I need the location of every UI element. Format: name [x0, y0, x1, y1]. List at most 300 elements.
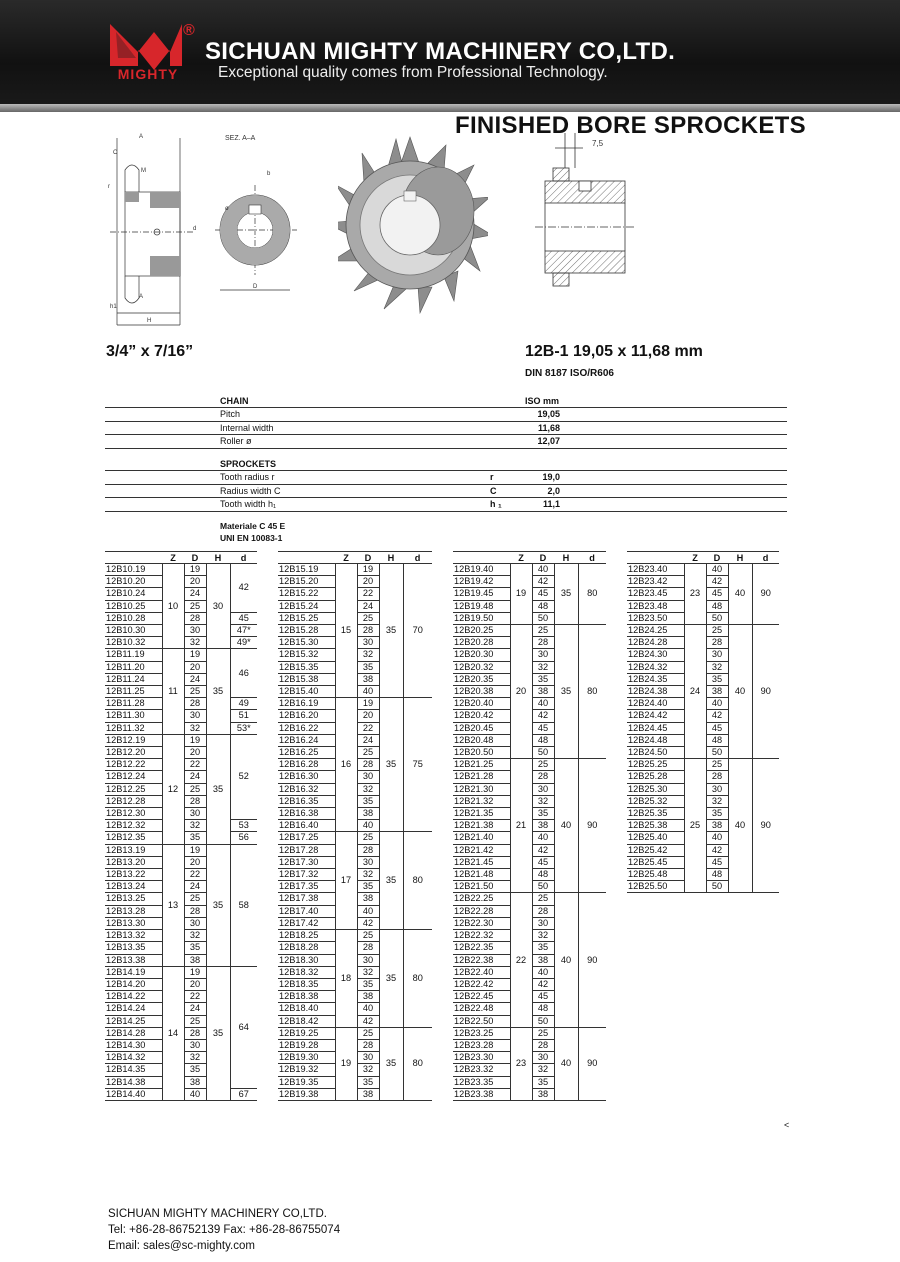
- part-code: 12B25.48: [627, 869, 684, 881]
- bore-diameter: 42: [706, 710, 728, 722]
- svg-text:h1: h1: [110, 304, 117, 310]
- bore-diameter: 42: [532, 978, 554, 990]
- part-code: 12B23.32: [453, 1064, 510, 1076]
- column-header: Z: [335, 552, 357, 564]
- teeth-count: 20: [510, 625, 532, 759]
- bore-diameter: 25: [532, 625, 554, 637]
- table-row: [627, 564, 779, 576]
- corner-mark: ˂: [784, 1120, 790, 1130]
- bore-diameter: 42: [357, 917, 379, 929]
- svg-text:C: C: [113, 150, 118, 156]
- column-header: D: [706, 552, 728, 564]
- page-title: FINISHED BORE SPROCKETS: [455, 112, 806, 139]
- part-code: 12B12.32: [105, 820, 162, 832]
- bore-diameter: 25: [184, 600, 206, 612]
- part-code: 12B17.42: [278, 917, 335, 929]
- bore-diameter: 50: [706, 747, 728, 759]
- bore-diameter: 20: [184, 747, 206, 759]
- bore-diameter: 48: [706, 869, 728, 881]
- bore-diameter: 32: [184, 1052, 206, 1064]
- part-code: 12B19.42: [453, 576, 510, 588]
- hub-length: 35: [206, 734, 230, 844]
- hub-diameter: 51: [230, 710, 257, 722]
- part-code: 12B17.35: [278, 881, 335, 893]
- part-code: 12B21.38: [453, 820, 510, 832]
- column-header: Z: [510, 552, 532, 564]
- table-row: [627, 625, 779, 637]
- bore-diameter: 40: [357, 686, 379, 698]
- hub-diameter: 80: [578, 625, 606, 759]
- bore-diameter: 24: [357, 734, 379, 746]
- part-code: 12B24.48: [627, 734, 684, 746]
- bore-diameter: 30: [357, 954, 379, 966]
- table-row: [278, 1027, 432, 1039]
- part-code: 12B25.42: [627, 844, 684, 856]
- registered-mark: ®: [183, 22, 195, 39]
- part-code: 12B24.32: [627, 661, 684, 673]
- part-code: 12B15.28: [278, 625, 335, 637]
- bore-diameter: 45: [532, 991, 554, 1003]
- bore-diameter: 40: [532, 564, 554, 576]
- part-code: 12B20.42: [453, 710, 510, 722]
- bore-diameter: 50: [532, 747, 554, 759]
- bore-diameter: 25: [357, 930, 379, 942]
- svg-text:D: D: [253, 284, 258, 290]
- part-code: 12B18.42: [278, 1015, 335, 1027]
- part-code: 12B17.32: [278, 869, 335, 881]
- bore-diameter: 30: [184, 1039, 206, 1051]
- bore-diameter: 28: [532, 1039, 554, 1051]
- part-code: 12B17.40: [278, 905, 335, 917]
- part-code: 12B24.45: [627, 722, 684, 734]
- table-row: [278, 698, 432, 710]
- part-code: 12B17.38: [278, 893, 335, 905]
- hub-diameter: 80: [403, 832, 432, 930]
- part-code: 12B11.32: [105, 722, 162, 734]
- teeth-count: 19: [335, 1027, 357, 1100]
- part-code: 12B22.42: [453, 978, 510, 990]
- bore-diameter: 24: [184, 588, 206, 600]
- spec-row: Pitch 19,05: [105, 407, 787, 422]
- bore-diameter: 30: [706, 649, 728, 661]
- bore-diameter: 28: [357, 844, 379, 856]
- bore-diameter: 32: [357, 1064, 379, 1076]
- part-code: 12B21.40: [453, 832, 510, 844]
- hub-diameter: 52: [230, 734, 257, 819]
- part-code: 12B20.38: [453, 686, 510, 698]
- part-code: 12B14.35: [105, 1064, 162, 1076]
- bore-diameter: 45: [532, 856, 554, 868]
- part-code: 12B13.20: [105, 856, 162, 868]
- hub-diameter: 90: [578, 1027, 606, 1100]
- part-code: 12B25.45: [627, 856, 684, 868]
- sprockets-heading: SPROCKETS: [220, 459, 277, 469]
- part-code: 12B20.30: [453, 649, 510, 661]
- part-code: 12B15.40: [278, 686, 335, 698]
- bore-diameter: 28: [357, 625, 379, 637]
- bore-diameter: 38: [357, 1088, 379, 1100]
- footer-company: SICHUAN MIGHTY MACHINERY CO,LTD.: [108, 1208, 327, 1220]
- bore-diameter: 35: [357, 1076, 379, 1088]
- bore-diameter: 35: [532, 808, 554, 820]
- hub-diameter: 90: [752, 759, 779, 893]
- hub-diameter: 64: [230, 966, 257, 1088]
- table-row: [105, 844, 257, 856]
- bore-diameter: 42: [357, 1015, 379, 1027]
- part-code: 12B13.32: [105, 930, 162, 942]
- table-row: [278, 564, 432, 576]
- bore-diameter: 30: [184, 625, 206, 637]
- column-header: d: [752, 552, 779, 564]
- hub-length: 40: [728, 564, 752, 625]
- teeth-count: 12: [162, 734, 184, 844]
- bore-diameter: 25: [532, 759, 554, 771]
- bore-diameter: 32: [357, 649, 379, 661]
- part-code: 12B20.48: [453, 734, 510, 746]
- bore-diameter: 50: [532, 612, 554, 624]
- bore-diameter: 35: [357, 881, 379, 893]
- bore-diameter: 32: [532, 930, 554, 942]
- bore-diameter: 22: [357, 588, 379, 600]
- hub-length: 35: [206, 844, 230, 966]
- part-code: 12B18.30: [278, 954, 335, 966]
- bore-diameter: 38: [706, 686, 728, 698]
- bore-diameter: 19: [357, 564, 379, 576]
- hub-diameter: 53: [230, 820, 257, 832]
- part-code: 12B16.20: [278, 710, 335, 722]
- part-code: 12B12.24: [105, 771, 162, 783]
- column-header: D: [357, 552, 379, 564]
- teeth-count: 19: [510, 564, 532, 625]
- part-code: 12B13.24: [105, 881, 162, 893]
- bore-diameter: 24: [184, 1003, 206, 1015]
- part-code: 12B20.25: [453, 625, 510, 637]
- part-code: 12B24.35: [627, 673, 684, 685]
- bore-diameter: 24: [184, 771, 206, 783]
- chain-heading: CHAIN: [220, 396, 249, 406]
- column-header: d: [578, 552, 606, 564]
- bore-diameter: 30: [357, 637, 379, 649]
- bore-diameter: 48: [532, 869, 554, 881]
- teeth-count: 23: [510, 1027, 532, 1100]
- bore-diameter: 32: [532, 661, 554, 673]
- teeth-count: 16: [335, 698, 357, 832]
- bore-diameter: 25: [706, 625, 728, 637]
- part-code: 12B14.40: [105, 1088, 162, 1100]
- column-header: d: [403, 552, 432, 564]
- part-code: 12B12.25: [105, 783, 162, 795]
- logo-text: MIGHTY: [117, 66, 179, 82]
- part-code: 12B25.40: [627, 832, 684, 844]
- bore-diameter: 38: [357, 991, 379, 1003]
- part-code: 12B19.40: [453, 564, 510, 576]
- bore-diameter: 24: [184, 673, 206, 685]
- hub-length: 40: [728, 759, 752, 893]
- column-header: D: [184, 552, 206, 564]
- bore-diameter: 20: [357, 710, 379, 722]
- hub-length: 40: [728, 625, 752, 759]
- hub-length: 40: [554, 759, 578, 893]
- table-row: [278, 930, 432, 942]
- part-code: 12B20.40: [453, 698, 510, 710]
- hub-length: 35: [554, 564, 578, 625]
- part-code: 12B10.24: [105, 588, 162, 600]
- section-label: SEZ. A–A: [225, 135, 256, 142]
- teeth-count: 17: [335, 832, 357, 930]
- sprocket-table: [627, 551, 779, 893]
- bore-diameter: 28: [532, 771, 554, 783]
- bore-diameter: 38: [357, 808, 379, 820]
- part-code: 12B10.28: [105, 612, 162, 624]
- bore-diameter: 30: [184, 808, 206, 820]
- part-code: 12B22.40: [453, 966, 510, 978]
- part-code: 12B25.28: [627, 771, 684, 783]
- bore-diameter: 19: [184, 966, 206, 978]
- part-code: 12B18.38: [278, 991, 335, 1003]
- part-code: 12B24.50: [627, 747, 684, 759]
- part-code: 12B25.38: [627, 820, 684, 832]
- bore-diameter: 22: [184, 869, 206, 881]
- bore-diameter: 45: [532, 722, 554, 734]
- bore-diameter: 38: [184, 954, 206, 966]
- part-code: 12B25.30: [627, 783, 684, 795]
- bore-diameter: 24: [357, 600, 379, 612]
- bore-diameter: 32: [357, 966, 379, 978]
- hub-diameter: 67: [230, 1088, 257, 1100]
- part-code: 12B18.32: [278, 966, 335, 978]
- bore-diameter: 38: [532, 686, 554, 698]
- part-code: 12B23.50: [627, 612, 684, 624]
- part-code: 12B18.40: [278, 1003, 335, 1015]
- part-code: 12B22.38: [453, 954, 510, 966]
- bore-diameter: 32: [357, 869, 379, 881]
- bore-diameter: 35: [532, 1076, 554, 1088]
- teeth-count: 23: [684, 564, 706, 625]
- part-code: 12B20.50: [453, 747, 510, 759]
- bore-diameter: 28: [184, 905, 206, 917]
- part-code: 12B17.25: [278, 832, 335, 844]
- bore-diameter: 32: [706, 795, 728, 807]
- part-code: 12B12.30: [105, 808, 162, 820]
- table-row: [453, 1027, 606, 1039]
- part-code: 12B14.38: [105, 1076, 162, 1088]
- bore-diameter: 25: [184, 686, 206, 698]
- bore-diameter: 42: [706, 844, 728, 856]
- bore-diameter: 28: [184, 698, 206, 710]
- part-code: 12B23.48: [627, 600, 684, 612]
- bore-diameter: 32: [532, 795, 554, 807]
- hub-dimension: 7,5: [592, 139, 604, 148]
- part-code: 12B17.30: [278, 856, 335, 868]
- bore-diameter: 45: [532, 588, 554, 600]
- part-code: 12B11.28: [105, 698, 162, 710]
- bore-diameter: 25: [357, 832, 379, 844]
- hub-length: 40: [554, 1027, 578, 1100]
- bore-diameter: 28: [184, 1027, 206, 1039]
- part-code: 12B10.25: [105, 600, 162, 612]
- part-code: 12B19.28: [278, 1039, 335, 1051]
- bore-diameter: 30: [706, 783, 728, 795]
- svg-text:H: H: [147, 318, 152, 324]
- bore-diameter: 40: [357, 820, 379, 832]
- bore-diameter: 20: [357, 576, 379, 588]
- bore-diameter: 19: [184, 844, 206, 856]
- part-code: 12B21.42: [453, 844, 510, 856]
- bore-diameter: 28: [706, 771, 728, 783]
- chain-spec: [105, 395, 787, 449]
- part-code: 12B24.40: [627, 698, 684, 710]
- bore-diameter: 32: [706, 661, 728, 673]
- bore-diameter: 30: [184, 710, 206, 722]
- standards: DIN 8187 ISO/R606: [525, 368, 614, 379]
- hub-diameter: 90: [578, 759, 606, 893]
- bore-diameter: 32: [357, 783, 379, 795]
- bore-diameter: 28: [357, 1039, 379, 1051]
- size-mm: 12B-1 19,05 x 11,68 mm: [525, 343, 703, 360]
- part-code: 12B22.35: [453, 942, 510, 954]
- company-tagline: Exceptional quality comes from Professional Technology.: [218, 64, 608, 81]
- part-code: 12B19.45: [453, 588, 510, 600]
- bore-diameter: 40: [357, 1003, 379, 1015]
- part-code: 12B16.22: [278, 722, 335, 734]
- hub-diameter: 53*: [230, 722, 257, 734]
- hub-diameter: 49*: [230, 637, 257, 649]
- teeth-count: 11: [162, 649, 184, 734]
- part-code: 12B19.25: [278, 1027, 335, 1039]
- hub-diameter: 70: [403, 564, 432, 698]
- part-code: 12B12.19: [105, 734, 162, 746]
- part-code: 12B22.30: [453, 917, 510, 929]
- hub-length: 35: [379, 1027, 403, 1100]
- bore-diameter: 40: [532, 698, 554, 710]
- part-code: 12B19.48: [453, 600, 510, 612]
- part-code: 12B13.38: [105, 954, 162, 966]
- bore-diameter: 20: [184, 661, 206, 673]
- bore-diameter: 40: [532, 832, 554, 844]
- spec-row: Internal width 11,68: [105, 422, 787, 436]
- table-row: [105, 734, 257, 746]
- part-code: 12B24.25: [627, 625, 684, 637]
- bore-diameter: 35: [184, 832, 206, 844]
- bore-diameter: 38: [532, 820, 554, 832]
- bore-diameter: 35: [357, 795, 379, 807]
- bore-diameter: 28: [532, 637, 554, 649]
- bore-diameter: 30: [357, 771, 379, 783]
- svg-text:d: d: [193, 226, 197, 232]
- part-code: 12B16.28: [278, 759, 335, 771]
- part-code: 12B12.20: [105, 747, 162, 759]
- bore-diameter: 40: [532, 966, 554, 978]
- table-row: [105, 649, 257, 661]
- hub-diameter: 80: [403, 1027, 432, 1100]
- bore-diameter: 40: [706, 698, 728, 710]
- table-row: [278, 832, 432, 844]
- part-code: 12B19.35: [278, 1076, 335, 1088]
- bore-diameter: 35: [532, 942, 554, 954]
- column-header: H: [379, 552, 403, 564]
- column-header: Z: [162, 552, 184, 564]
- page-header: [0, 0, 900, 106]
- table-row: [453, 759, 606, 771]
- bore-diameter: 38: [357, 893, 379, 905]
- front-section-drawing: [215, 130, 300, 295]
- bore-diameter: 32: [184, 930, 206, 942]
- table-row: [627, 759, 779, 771]
- part-code: 12B13.25: [105, 893, 162, 905]
- spec-row: Tooth width h₁ h ₁ 11,1: [105, 498, 787, 512]
- part-code: 12B21.35: [453, 808, 510, 820]
- part-code: 12B13.28: [105, 905, 162, 917]
- svg-text:b: b: [267, 171, 271, 177]
- bore-diameter: 45: [706, 722, 728, 734]
- part-code: 12B16.40: [278, 820, 335, 832]
- hub-diameter: 42: [230, 564, 257, 613]
- bore-diameter: 19: [184, 734, 206, 746]
- part-code: 12B12.35: [105, 832, 162, 844]
- bore-diameter: 48: [706, 734, 728, 746]
- hub-section-drawing: [535, 133, 645, 303]
- bore-diameter: 40: [706, 832, 728, 844]
- part-code: 12B15.35: [278, 661, 335, 673]
- hub-length: 35: [379, 698, 403, 832]
- part-code: 12B12.22: [105, 759, 162, 771]
- bore-diameter: 30: [184, 917, 206, 929]
- part-code: 12B16.32: [278, 783, 335, 795]
- part-code: 12B15.19: [278, 564, 335, 576]
- bore-diameter: 28: [184, 612, 206, 624]
- bore-diameter: 22: [184, 759, 206, 771]
- bore-diameter: 28: [184, 795, 206, 807]
- part-code: 12B23.28: [453, 1039, 510, 1051]
- teeth-count: 14: [162, 966, 184, 1100]
- bore-diameter: 38: [532, 954, 554, 966]
- bore-diameter: 48: [532, 1003, 554, 1015]
- part-code: 12B19.30: [278, 1052, 335, 1064]
- hub-diameter: 90: [752, 625, 779, 759]
- teeth-count: 25: [684, 759, 706, 893]
- part-code: 12B20.35: [453, 673, 510, 685]
- bore-diameter: 28: [706, 637, 728, 649]
- part-code: 12B11.20: [105, 661, 162, 673]
- part-code: 12B10.32: [105, 637, 162, 649]
- hub-diameter: 80: [578, 564, 606, 625]
- teeth-count: 24: [684, 625, 706, 759]
- part-code: 12B13.22: [105, 869, 162, 881]
- svg-text:A: A: [139, 294, 144, 300]
- part-code: 12B16.38: [278, 808, 335, 820]
- part-code: 12B14.25: [105, 1015, 162, 1027]
- column-header: Z: [684, 552, 706, 564]
- bore-diameter: 25: [184, 783, 206, 795]
- part-code: 12B18.25: [278, 930, 335, 942]
- part-code: 12B15.20: [278, 576, 335, 588]
- bore-diameter: 28: [532, 905, 554, 917]
- bore-diameter: 40: [357, 905, 379, 917]
- bore-diameter: 25: [532, 1027, 554, 1039]
- sprocket-table: [453, 551, 606, 1101]
- svg-text:r: r: [108, 184, 110, 190]
- bore-diameter: 30: [532, 1052, 554, 1064]
- table-row: [105, 564, 257, 576]
- part-code: 12B23.25: [453, 1027, 510, 1039]
- bore-diameter: 38: [706, 820, 728, 832]
- bore-diameter: 20: [184, 978, 206, 990]
- bore-diameter: 30: [532, 783, 554, 795]
- part-code: 12B10.19: [105, 564, 162, 576]
- footer-email: Email: sales@sc-mighty.com: [108, 1240, 255, 1252]
- part-code: 12B24.30: [627, 649, 684, 661]
- part-code: 12B19.38: [278, 1088, 335, 1100]
